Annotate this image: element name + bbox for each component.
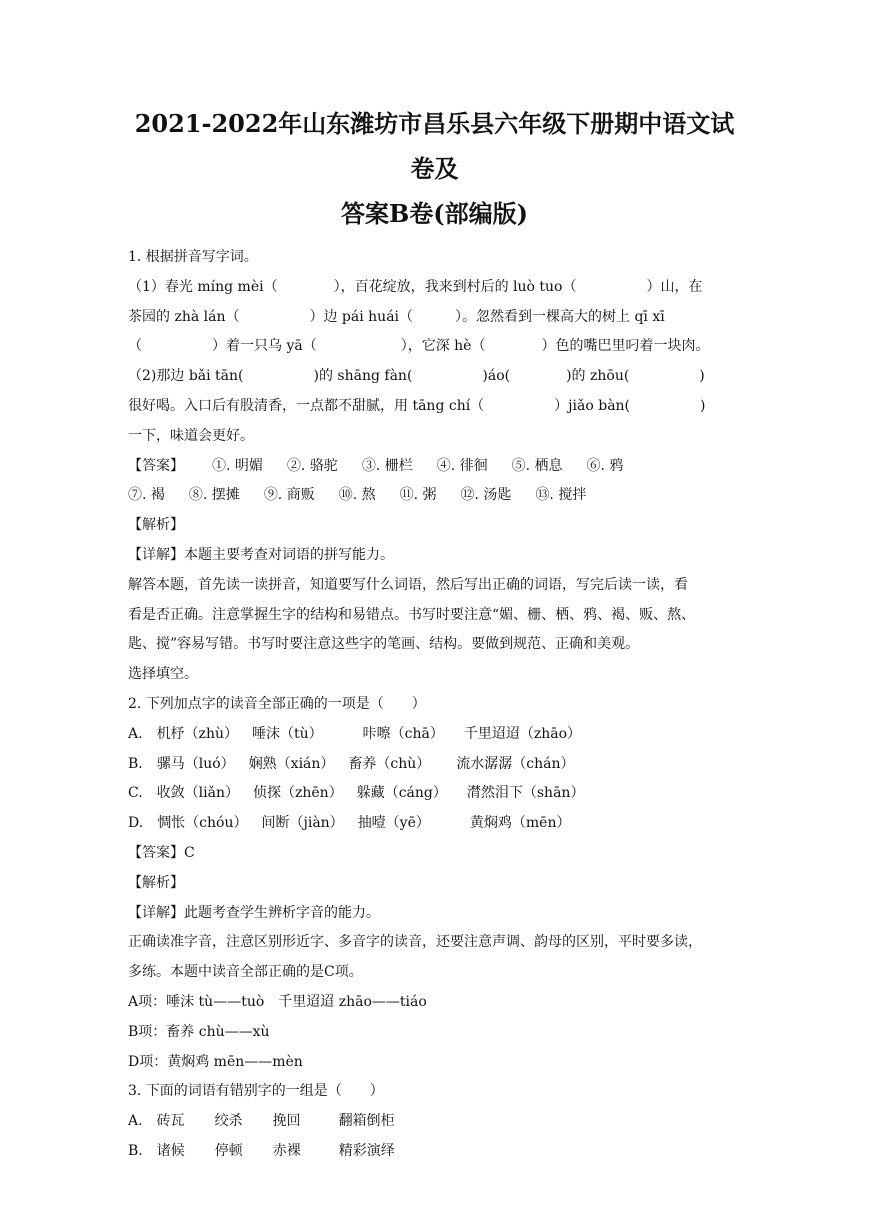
option-word: 砖瓦 — [156, 1113, 185, 1130]
option-word: 流水潺潺（chán） — [456, 755, 575, 772]
q2-option-c — [128, 779, 741, 809]
analysis-label: 【解析】 — [128, 517, 184, 534]
option-word: 畜养（chù） — [348, 755, 431, 772]
answer-item: ①. 明媚 — [212, 457, 263, 474]
detail-line: 【详解】此题考查学生辨析字音的能力。 — [128, 904, 380, 921]
correction-line: D项：黄焖鸡 mēn——mèn — [128, 1053, 303, 1070]
correction-line: A项：唾沫 tù——tuò 千里迢迢 zhāo——tiáo — [128, 993, 427, 1010]
q1-paragraph-line: （ ）着一只乌 yā（ ），它深 hè（ ）色的嘴巴里叼着一块肉。 — [128, 338, 710, 355]
q1-paragraph-line: 一下，味道会更好。 — [128, 427, 254, 444]
answer-item: ⑤. 栖息 — [511, 457, 563, 474]
option-word: 翻箱倒柜 — [338, 1113, 395, 1130]
option-word: 侦探（zhēn） — [253, 785, 343, 802]
option-letter: D. — [128, 815, 144, 832]
option-word: 千里迢迢（zhāo） — [463, 725, 582, 742]
answer-label: 【答案】 — [128, 457, 184, 474]
q1-answer-row — [128, 452, 741, 482]
option-word: 诸候 — [156, 1142, 185, 1159]
option-word: 收敛（liǎn） — [156, 785, 239, 802]
option-word: 骡马（luó） — [156, 755, 235, 772]
q3-stem: 3. 下面的词语有错别字的一组是（ ） — [128, 1083, 384, 1100]
option-word: 挽回 — [272, 1113, 301, 1130]
q3-option-a — [128, 1107, 741, 1137]
q1-paragraph-line: （2)那边 bǎi tān( )的 shāng fàn( )áo( )的 zhōu( ) — [128, 368, 705, 385]
option-word: 精彩演绎 — [338, 1142, 395, 1159]
q2-stem: 2. 下列加点字的读音全部正确的一项是（ ） — [128, 695, 426, 712]
answer-item: ⑨. 商贩 — [263, 487, 315, 504]
detail-line: 【详解】本题主要考查对词语的拼写能力。 — [128, 546, 394, 563]
option-word: 机杼（zhù） — [156, 725, 238, 742]
option-word: 黄焖鸡（mēn） — [469, 815, 571, 832]
answer-item: ④. 徘徊 — [436, 457, 488, 474]
option-word: 躲藏（cáng） — [356, 785, 447, 802]
option-letter: B. — [128, 1142, 143, 1159]
answer-item: ⑪. 粥 — [399, 487, 437, 504]
option-letter: C. — [128, 785, 143, 802]
explanation-line: 看是否正确。注意掌握生字的结构和易错点。书写时要注意“媚、栅、栖、鸦、褐、贩、熬、 — [128, 606, 696, 623]
q1-stem: 1. 根据拼音写字词。 — [128, 249, 258, 265]
title-line-1: 2021-2022年山东潍坊市昌乐县六年级下册期中语文试卷及 — [134, 109, 735, 183]
option-word: 唾沫（tù） — [251, 725, 323, 742]
option-word: 惆怅（chóu） — [157, 815, 248, 832]
option-word: 停顿 — [214, 1142, 243, 1159]
option-letter: A. — [128, 1113, 143, 1130]
option-word: 间断（jiàn） — [261, 815, 344, 832]
explanation-line: 正确读准字音，注意区别形近字、多音字的读音，还要注意声调、韵母的区别，平时要多读， — [128, 934, 702, 951]
document-body — [128, 243, 741, 1167]
q1-answer-row — [128, 481, 741, 511]
answer-item: ⑧. 摆摊 — [188, 487, 240, 504]
explanation-line: 匙、搅”容易写错。书写时要注意这些字的笔画、结构。要做到规范、正确和美观。 — [128, 636, 640, 653]
q1-paragraph-line: （1）春光 míng mèi（ ），百花绽放，我来到村后的 luò tuo（ ）山，在 — [128, 278, 703, 295]
answer-item: ②. 骆驼 — [286, 457, 338, 474]
answer-item: ⑫. 汤匙 — [460, 487, 512, 504]
correction-line: B项：畜养 chù——xù — [128, 1023, 270, 1040]
q2-option-d — [128, 809, 741, 839]
option-word: 潸然泪下（shān） — [466, 785, 585, 802]
question-type: 选择填空。 — [128, 666, 198, 683]
explanation-line: 多练。本题中读音全部正确的是C项。 — [128, 964, 363, 981]
option-letter: A. — [128, 725, 143, 742]
answer-item: ⑦. 褐 — [128, 487, 165, 504]
q2-option-b — [128, 750, 741, 780]
option-word: 赤裸 — [272, 1142, 301, 1159]
q2-answer: 【答案】C — [128, 844, 195, 861]
option-word: 咔嚓（chā） — [362, 725, 444, 742]
q2-option-a — [128, 720, 741, 750]
q1-paragraph-line: 茶园的 zhà lán（ ）边 pái huái（ ）。忽然看到一棵高大的树上 qī xī — [128, 308, 665, 325]
document-title — [128, 0, 741, 236]
option-letter: B. — [128, 755, 143, 772]
q3-option-b — [128, 1137, 741, 1167]
answer-item: ⑥. 鸦 — [586, 457, 624, 474]
option-word: 抽噎（yē） — [357, 815, 430, 832]
option-word: 娴熟（xián） — [248, 755, 335, 772]
answer-item: ③. 栅栏 — [361, 457, 413, 474]
title-line-2: 答案B卷(部编版) — [341, 199, 528, 228]
answer-item: ⑬. 搅拌 — [535, 487, 587, 504]
analysis-label: 【解析】 — [128, 874, 184, 891]
q1-paragraph-line: 很好喝。入口后有股清香，一点都不甜腻，用 tāng chí（ ）jiǎo bàn( ) — [128, 397, 706, 414]
explanation-line: 解答本题，首先读一读拼音，知道要写什么词语，然后写出正确的词语，写完后读一读，看 — [128, 576, 688, 593]
option-word: 绞杀 — [214, 1113, 243, 1130]
answer-item: ⑩. 熬 — [338, 487, 376, 504]
